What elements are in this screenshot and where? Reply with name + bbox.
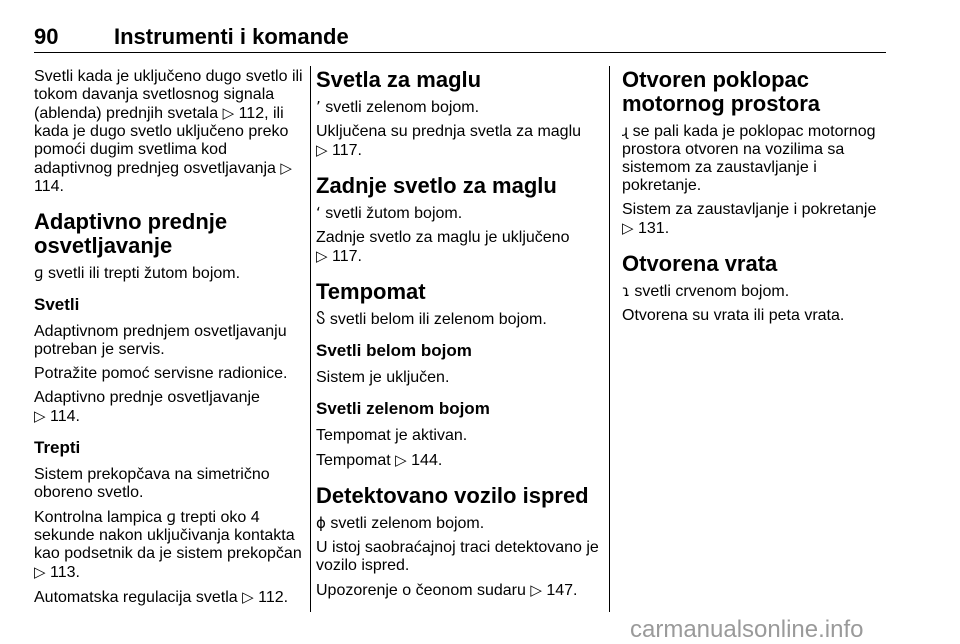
rear-fog-light-icon: ʻ: [316, 204, 321, 222]
column-1: [34, 68, 306, 613]
header-rule: [34, 52, 886, 53]
paragraph: Tempomat je aktivan.: [316, 427, 468, 444]
page-reference: 144.: [411, 452, 443, 469]
vehicle-ahead-icon: ɸ: [316, 514, 326, 532]
paragraph: Potražite pomoć servisne radionice.: [34, 365, 288, 382]
xref-arrow-icon: ▷: [316, 141, 328, 159]
subheading-white: Svetli belom bojom: [316, 341, 472, 360]
paragraph: ʼ svetli zelenom bojom.: [316, 98, 480, 116]
page-header: [34, 24, 886, 50]
page-section-title: Instrumenti i komande: [114, 24, 349, 49]
xref-arrow-icon: ▷: [622, 219, 634, 237]
column-divider-2: [609, 66, 610, 612]
paragraph: Adaptivno prednje osvetljavanje ▷ 114.: [34, 389, 260, 425]
page-reference: 112.: [258, 589, 289, 606]
page-reference: 147.: [546, 582, 578, 599]
xref-arrow-icon: ▷: [316, 247, 328, 265]
page-reference: 117.: [332, 142, 362, 159]
page-reference: 114.: [50, 408, 80, 425]
paragraph: Otvorena su vrata ili peta vrata.: [622, 307, 845, 324]
heading-door-open: Otvorena vrata: [622, 251, 778, 276]
hood-open-icon: ɻ: [622, 122, 629, 140]
column-divider-1: [310, 66, 311, 612]
heading-rear-fog-light: Zadnje svetlo za maglu: [316, 173, 557, 198]
subheading-green: Svetli zelenom bojom: [316, 399, 490, 418]
column-2: [316, 68, 600, 606]
heading-cruise-control: Tempomat: [316, 279, 426, 304]
page-reference: 114.: [34, 178, 64, 195]
paragraph: Kontrolna lampica ɡ trepti oko 4 sekunde nakon uključivanja kontakta kao podsetnik da je sistem prekopčan ▷ 113.: [34, 508, 302, 581]
paragraph: Tempomat ▷ 144.: [316, 451, 443, 469]
door-open-icon: ɿ: [622, 282, 630, 300]
paragraph: Sistem je uključen.: [316, 369, 450, 386]
xref-arrow-icon: ▷: [530, 581, 542, 599]
cruise-control-icon: Ⴝ: [316, 310, 326, 328]
page-reference: 131.: [638, 220, 670, 237]
heading-adaptive-lighting: Adaptivno prednje osvetljavanje: [34, 209, 228, 258]
xref-arrow-icon: ▷: [395, 451, 407, 469]
front-fog-light-icon: ʼ: [316, 98, 321, 116]
paragraph: ɸ svetli zelenom bojom.: [316, 514, 485, 532]
paragraph: Ⴝ svetli belom ili zelenom bojom.: [316, 310, 547, 328]
heading-vehicle-ahead: Detektovano vozilo ispred: [316, 483, 589, 508]
xref-arrow-icon: ▷: [222, 104, 235, 122]
paragraph: Svetli kada je uključeno dugo svetlo ili tokom davanja svetlosnog signala (ablenda) prednjih svetala ▷ 112, ili kada je dugo svetlo uključeno preko pomoći dugim svetlima kod adaptivnog prednjeg osvetljavanja ▷ 114.: [34, 68, 303, 195]
paragraph: Sistem prekopčava na simetrično oboreno svetlo.: [34, 466, 270, 501]
heading-hood-open: Otvoren poklopac motornog prostora: [622, 67, 820, 116]
xref-arrow-icon: ▷: [280, 159, 292, 177]
paragraph: ʻ svetli žutom bojom.: [316, 204, 463, 222]
paragraph: ɡ svetli ili trepti žutom bojom.: [34, 264, 241, 282]
subheading-svetli: Svetli: [34, 295, 80, 314]
paragraph: Sistem za zaustavljanje i pokretanje ▷ 131.: [622, 201, 877, 237]
page-reference: 112, ili kada je dugo svetlo uključeno preko pomoći dugim svetlima kod adaptivnog prednjeg osvetljavanja: [34, 105, 289, 177]
adaptive-headlight-icon: ɡ: [34, 264, 44, 282]
subheading-trepti: Trepti: [34, 438, 81, 457]
page-reference: 117.: [332, 248, 362, 265]
paragraph: ɿ svetli crvenom bojom.: [622, 282, 790, 300]
page-number: 90: [34, 24, 59, 49]
xref-arrow-icon: ▷: [242, 588, 254, 606]
paragraph: Upozorenje o čeonom sudaru ▷ 147.: [316, 581, 578, 599]
watermark: carmanualsonline.info: [630, 616, 864, 643]
column-3: [622, 68, 888, 331]
paragraph: ɻ se pali kada je poklopac motornog prostora otvoren na vozilima sa sistemom za zaustavljanje i pokretanje.: [622, 122, 876, 194]
paragraph: Adaptivnom prednjem osvetljavanju potreban je servis.: [34, 323, 287, 358]
page-reference: 113.: [50, 564, 80, 581]
paragraph: Automatska regulacija svetla ▷ 112.: [34, 588, 289, 606]
xref-arrow-icon: ▷: [34, 563, 46, 581]
paragraph: U istoj saobraćajnoj traci detektovano je vozilo ispred.: [316, 539, 599, 574]
paragraph: Zadnje svetlo za maglu je uključeno ▷ 117.: [316, 229, 570, 265]
adaptive-headlight-icon: ɡ: [166, 508, 177, 526]
paragraph: Uključena su prednja svetla za maglu ▷ 117.: [316, 123, 582, 159]
xref-arrow-icon: ▷: [34, 407, 46, 425]
heading-fog-lights: Svetla za maglu: [316, 67, 482, 92]
